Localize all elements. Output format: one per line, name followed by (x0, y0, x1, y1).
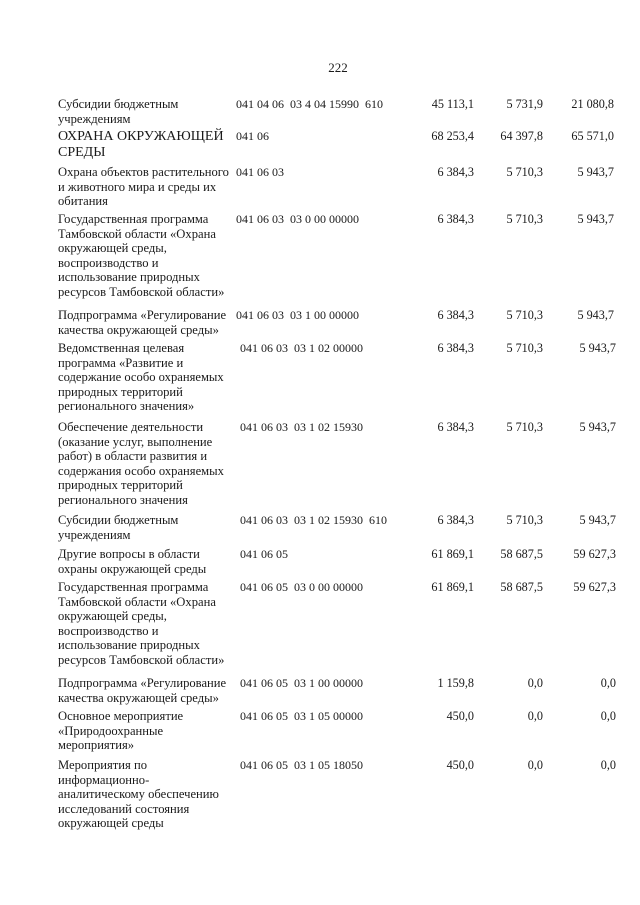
row-value-2: 0,0 (527, 709, 543, 723)
row-value-1: 450,0 (446, 758, 474, 772)
row-value-3: 65 571,0 (571, 129, 614, 143)
row-value-2: 5 710,3 (506, 341, 543, 355)
row-value-1: 61 869,1 (431, 580, 474, 594)
row-code: 041 06 03 03 1 02 15930 (240, 420, 363, 434)
row-code: 041 06 03 03 1 00 00000 (236, 308, 359, 322)
row-code: 041 06 03 03 0 00 00000 (236, 212, 359, 226)
row-code: 041 06 05 03 1 00 00000 (240, 676, 363, 690)
row-value-3: 0,0 (600, 676, 616, 690)
row-value-2: 5 710,3 (506, 212, 543, 226)
row-value-1: 6 384,3 (437, 341, 474, 355)
row-value-3: 0,0 (600, 758, 616, 772)
row-name: Государственная программа Тамбовской области «Охрана окружающей среды, воспроизводство и использование природных ресурсов Тамбовской области» (58, 212, 225, 299)
row-value-1: 6 384,3 (437, 308, 474, 322)
row-name: ОХРАНА ОКРУЖАЮЩЕЙ СРЕДЫ (58, 129, 224, 160)
row-value-3: 0,0 (600, 709, 616, 723)
row-name: Субсидии бюджетным учреждениям (58, 97, 179, 126)
row-code: 041 06 05 (240, 547, 288, 561)
row-name: Подпрограмма «Регулирование качества окружающей среды» (58, 308, 227, 337)
row-value-2: 58 687,5 (500, 547, 543, 561)
row-code: 041 06 05 03 0 00 00000 (240, 580, 363, 594)
row-value-3: 5 943,7 (577, 308, 614, 322)
row-value-3: 5 943,7 (577, 212, 614, 226)
row-name: Подпрограмма «Регулирование качества окружающей среды» (58, 676, 227, 705)
row-code: 041 06 05 03 1 05 00000 (240, 709, 363, 723)
row-value-3: 5 943,7 (579, 341, 616, 355)
row-value-1: 6 384,3 (437, 165, 474, 179)
row-value-2: 0,0 (527, 758, 543, 772)
row-value-2: 5 731,9 (506, 97, 543, 111)
row-value-1: 68 253,4 (431, 129, 474, 143)
row-name: Мероприятия по информационно-аналитическому обеспечению исследований состояния окружающей среды (58, 758, 219, 831)
row-name: Ведомственная целевая программа «Развитие и содержание особо охраняемых природных территорий регионального значения» (58, 341, 224, 414)
row-name: Охрана объектов растительного и животного мира и среды их обитания (58, 165, 229, 209)
row-name: Обеспечение деятельности (оказание услуг, выполнение работ) в области развития и содержания особо охраняемых природных территорий регионального значения (58, 420, 224, 507)
row-value-1: 450,0 (446, 709, 474, 723)
row-code: 041 06 03 03 1 02 15930 610 (240, 513, 387, 527)
row-value-2: 5 710,3 (506, 308, 543, 322)
row-value-2: 5 710,3 (506, 420, 543, 434)
row-value-3: 59 627,3 (573, 580, 616, 594)
row-name: Государственная программа Тамбовской области «Охрана окружающей среды, воспроизводство и использование природных ресурсов Тамбовской области» (58, 580, 225, 667)
row-value-1: 6 384,3 (437, 513, 474, 527)
row-value-3: 5 943,7 (579, 420, 616, 434)
row-value-3: 59 627,3 (573, 547, 616, 561)
row-name: Другие вопросы в области охраны окружающей среды (58, 547, 207, 576)
page-number: 222 (328, 60, 348, 75)
row-name: Основное мероприятие «Природоохранные мероприятия» (58, 709, 184, 753)
row-code: 041 06 03 (236, 165, 284, 179)
row-code: 041 06 05 03 1 05 18050 (240, 758, 363, 772)
row-code: 041 06 03 03 1 02 00000 (240, 341, 363, 355)
row-value-1: 1 159,8 (437, 676, 474, 690)
row-name: Субсидии бюджетным учреждениям (58, 513, 179, 542)
row-value-1: 6 384,3 (437, 212, 474, 226)
row-value-3: 5 943,7 (579, 513, 616, 527)
row-value-2: 64 397,8 (500, 129, 543, 143)
row-value-1: 6 384,3 (437, 420, 474, 434)
row-value-1: 61 869,1 (431, 547, 474, 561)
row-value-2: 5 710,3 (506, 165, 543, 179)
row-code: 041 06 (236, 129, 269, 143)
row-value-3: 21 080,8 (571, 97, 614, 111)
row-value-3: 5 943,7 (577, 165, 614, 179)
row-value-2: 5 710,3 (506, 513, 543, 527)
row-code: 041 04 06 03 4 04 15990 610 (236, 97, 383, 111)
row-value-1: 45 113,1 (431, 97, 474, 111)
row-value-2: 0,0 (527, 676, 543, 690)
row-value-2: 58 687,5 (500, 580, 543, 594)
